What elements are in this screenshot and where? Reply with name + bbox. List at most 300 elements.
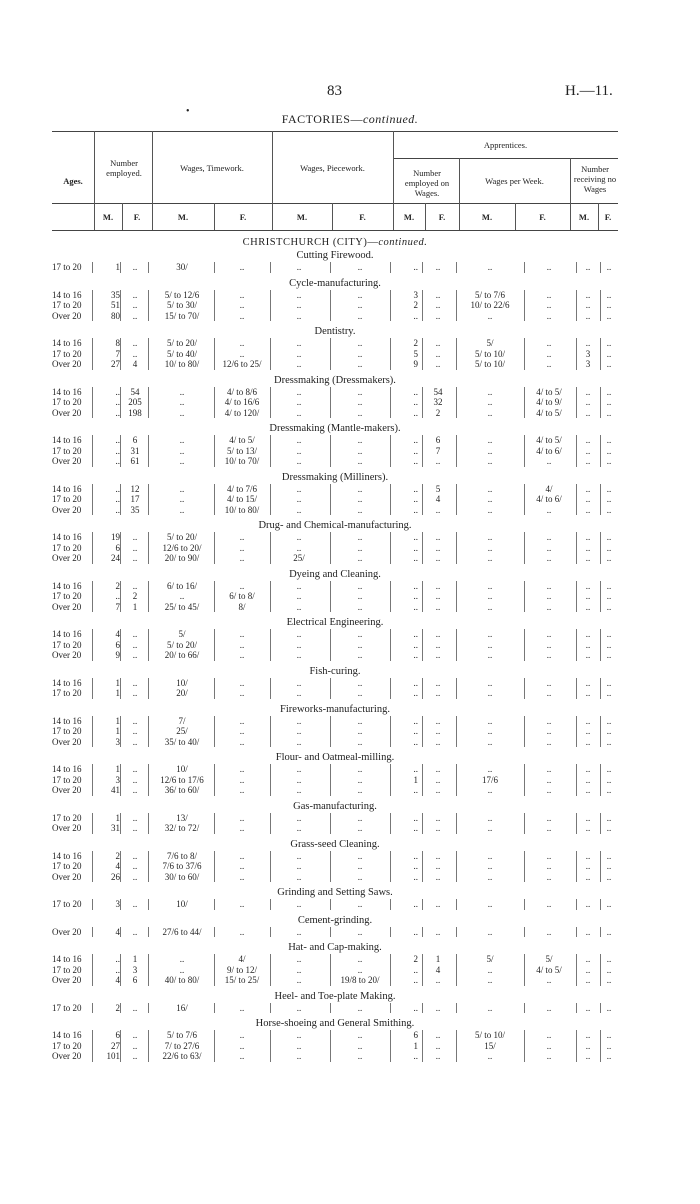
column-rule bbox=[120, 899, 121, 910]
column-rule bbox=[148, 785, 149, 796]
column-rule bbox=[390, 1041, 391, 1052]
table-row bbox=[52, 311, 618, 322]
table-cell: .. bbox=[413, 1051, 418, 1061]
table-cell: 4/ to 120/ bbox=[224, 407, 260, 418]
table-cell: .. bbox=[296, 1002, 302, 1013]
table-row bbox=[52, 456, 618, 467]
table-cell: .. bbox=[435, 348, 441, 359]
table-cell: .. bbox=[115, 386, 120, 397]
table-cell: .. bbox=[585, 542, 591, 553]
column-rule bbox=[456, 435, 457, 446]
header-f: F. bbox=[539, 212, 546, 222]
table-cell: .. bbox=[606, 1040, 612, 1051]
column-rule bbox=[456, 1003, 457, 1014]
column-rule bbox=[390, 764, 391, 775]
table-cell: .. bbox=[357, 1002, 363, 1013]
table-cell: 4 bbox=[435, 494, 441, 504]
table-cell: .. bbox=[239, 289, 245, 300]
column-rule bbox=[120, 408, 121, 419]
table-cell: 9 bbox=[115, 650, 120, 660]
header-f: F. bbox=[359, 212, 366, 222]
column-rule bbox=[390, 397, 391, 408]
age-cell: 17 to 20 bbox=[52, 542, 82, 553]
section-title: Dressmaking (Mantle-makers). bbox=[269, 423, 401, 434]
table-cell: .. bbox=[239, 348, 245, 359]
table-cell: .. bbox=[585, 764, 591, 774]
column-rule bbox=[456, 311, 457, 322]
header-wages-piecework: Wages, Piecework. bbox=[300, 163, 365, 173]
table-cell: 40/ to 80/ bbox=[164, 975, 200, 985]
table-cell: .. bbox=[115, 483, 120, 494]
table-cell: 10/ to 80/ bbox=[224, 504, 260, 515]
table-cell: 25/ bbox=[176, 726, 188, 736]
table-cell: 4/ to 6/ bbox=[536, 494, 562, 504]
table-row bbox=[52, 505, 618, 516]
table-cell: .. bbox=[296, 726, 302, 736]
table-cell: .. bbox=[487, 262, 493, 272]
column-rule bbox=[120, 311, 121, 322]
column-rule bbox=[576, 813, 577, 824]
column-rule bbox=[456, 262, 457, 273]
section-title: Grinding and Setting Saws. bbox=[277, 887, 393, 898]
table-cell: .. bbox=[585, 456, 591, 466]
table-cell: .. bbox=[115, 494, 120, 504]
table-row bbox=[52, 532, 618, 543]
column-rule bbox=[456, 861, 457, 872]
table-cell: 10/ to 70/ bbox=[224, 456, 260, 466]
column-rule bbox=[390, 688, 391, 699]
table-cell: .. bbox=[132, 1030, 138, 1040]
table-cell: 31 bbox=[111, 823, 120, 833]
table-cell: 9 bbox=[413, 359, 418, 369]
header-m: M. bbox=[578, 212, 590, 222]
table-cell: .. bbox=[435, 262, 441, 272]
column-rule bbox=[456, 954, 457, 965]
table-cell: .. bbox=[435, 774, 441, 785]
column-rule bbox=[330, 775, 331, 786]
column-rule bbox=[576, 581, 577, 592]
table-cell: .. bbox=[357, 580, 363, 591]
table-cell: 1 bbox=[115, 262, 120, 272]
table-cell: .. bbox=[357, 504, 363, 515]
table-cell: .. bbox=[239, 532, 245, 542]
table-row bbox=[52, 678, 618, 689]
column-rule bbox=[390, 775, 391, 786]
table-cell: .. bbox=[487, 580, 493, 591]
table-cell: .. bbox=[413, 650, 418, 660]
header-f: F. bbox=[438, 212, 446, 222]
table-cell: .. bbox=[546, 629, 552, 639]
column-rule bbox=[120, 553, 121, 564]
table-cell: .. bbox=[296, 1040, 302, 1051]
table-cell: .. bbox=[413, 823, 418, 833]
table-cell: .. bbox=[435, 1030, 441, 1040]
table-cell: .. bbox=[179, 407, 185, 418]
column-rule bbox=[576, 591, 577, 602]
table-cell: .. bbox=[606, 726, 612, 736]
table-cell: 6 bbox=[132, 435, 138, 445]
column-rule bbox=[330, 861, 331, 872]
column-rule bbox=[390, 408, 391, 419]
table-cell: .. bbox=[132, 1040, 138, 1051]
header-f: F. bbox=[604, 212, 612, 222]
table-cell: 1 bbox=[115, 688, 120, 698]
column-rule bbox=[390, 861, 391, 872]
age-cell: Over 20 bbox=[52, 407, 82, 418]
table-cell: .. bbox=[413, 736, 418, 747]
table-cell: 5 bbox=[435, 483, 441, 494]
table-cell: .. bbox=[435, 310, 441, 321]
table-cell: .. bbox=[132, 736, 138, 747]
table-cell: .. bbox=[585, 871, 591, 882]
table-cell: .. bbox=[606, 359, 612, 369]
table-cell: 3 bbox=[132, 964, 138, 975]
table-cell: .. bbox=[239, 926, 245, 937]
table-cell: .. bbox=[585, 445, 591, 456]
table-cell: .. bbox=[435, 580, 441, 591]
table-cell: .. bbox=[546, 601, 552, 612]
table-cell: 30/ to 60/ bbox=[164, 871, 200, 882]
age-cell: 17 to 20 bbox=[52, 899, 82, 909]
column-rule bbox=[120, 629, 121, 640]
table-cell: 4 bbox=[115, 926, 120, 937]
table-cell: 4/ bbox=[238, 954, 246, 964]
column-rule bbox=[456, 532, 457, 543]
column-rule bbox=[148, 505, 149, 516]
table-cell: .. bbox=[132, 823, 138, 833]
column-rule bbox=[456, 1041, 457, 1052]
header-m: M. bbox=[481, 212, 493, 222]
column-rule bbox=[390, 435, 391, 446]
table-cell: .. bbox=[585, 483, 591, 494]
age-cell: 14 to 16 bbox=[52, 764, 82, 774]
city-heading bbox=[52, 236, 618, 249]
table-cell: .. bbox=[239, 300, 245, 310]
table-cell: .. bbox=[546, 1030, 552, 1040]
column-rule bbox=[576, 505, 577, 516]
table-cell: .. bbox=[546, 823, 552, 833]
table-cell: .. bbox=[132, 650, 138, 660]
table-cell: .. bbox=[546, 650, 552, 660]
table-cell: .. bbox=[435, 1051, 441, 1061]
column-rule bbox=[576, 1041, 577, 1052]
table-cell: .. bbox=[435, 812, 441, 823]
column-rule bbox=[120, 387, 121, 398]
age-cell: 14 to 16 bbox=[52, 483, 82, 494]
column-rule bbox=[456, 494, 457, 505]
table-cell: .. bbox=[606, 532, 612, 542]
table-cell: .. bbox=[115, 591, 120, 601]
table-cell: .. bbox=[435, 715, 441, 726]
table-cell: .. bbox=[606, 504, 612, 515]
table-cell: 7 bbox=[115, 601, 120, 612]
column-rule bbox=[390, 813, 391, 824]
column-rule bbox=[148, 543, 149, 554]
table-cell: .. bbox=[546, 736, 552, 747]
age-cell: 14 to 16 bbox=[52, 386, 82, 397]
table-cell: .. bbox=[546, 542, 552, 553]
table-cell: .. bbox=[357, 445, 363, 456]
table-cell: 3 bbox=[115, 899, 120, 909]
column-rule bbox=[456, 872, 457, 883]
table-cell: .. bbox=[585, 861, 591, 871]
table-cell: 41 bbox=[111, 785, 120, 795]
table-cell: .. bbox=[296, 629, 302, 639]
table-cell: .. bbox=[179, 386, 185, 397]
table-cell: .. bbox=[585, 504, 591, 515]
table-cell: .. bbox=[435, 677, 441, 688]
section-title: Dyeing and Cleaning. bbox=[289, 568, 381, 580]
column-rule bbox=[456, 813, 457, 824]
table-cell: .. bbox=[606, 785, 612, 795]
column-rule bbox=[148, 591, 149, 602]
column-rule bbox=[148, 872, 149, 883]
table-cell: .. bbox=[357, 601, 363, 612]
column-rule bbox=[148, 726, 149, 737]
column-rule bbox=[330, 553, 331, 564]
table-cell: .. bbox=[585, 494, 591, 504]
table-cell: .. bbox=[585, 289, 591, 300]
table-cell: .. bbox=[357, 726, 363, 736]
age-cell: 17 to 20 bbox=[52, 964, 82, 975]
table-cell: 3 bbox=[585, 348, 591, 359]
table-cell: .. bbox=[413, 764, 418, 774]
column-rule bbox=[456, 1030, 457, 1041]
table-cell: .. bbox=[435, 542, 441, 553]
column-rule bbox=[390, 532, 391, 543]
column-rule bbox=[390, 484, 391, 495]
age-cell: 14 to 16 bbox=[52, 677, 82, 688]
table-row bbox=[52, 823, 618, 834]
age-cell: 14 to 16 bbox=[52, 532, 82, 542]
header-m: M. bbox=[102, 212, 114, 222]
table-cell: .. bbox=[435, 591, 441, 601]
table-cell: 4 bbox=[115, 861, 120, 871]
age-cell: 17 to 20 bbox=[52, 726, 82, 736]
page-title bbox=[0, 112, 700, 127]
table-cell: .. bbox=[606, 1030, 612, 1040]
table-cell: .. bbox=[585, 964, 591, 975]
table-cell: .. bbox=[435, 899, 441, 909]
column-rule bbox=[148, 899, 149, 910]
column-rule bbox=[390, 553, 391, 564]
table-cell: .. bbox=[546, 812, 552, 823]
column-rule bbox=[576, 435, 577, 446]
table-cell: .. bbox=[606, 289, 612, 300]
table-cell: .. bbox=[132, 926, 138, 937]
column-rule bbox=[576, 965, 577, 976]
table-cell: .. bbox=[413, 445, 418, 456]
age-cell: Over 20 bbox=[52, 736, 82, 747]
table-cell: .. bbox=[239, 899, 245, 909]
column-rule bbox=[456, 602, 457, 613]
table-cell: 4 bbox=[132, 359, 138, 369]
column-rule bbox=[390, 300, 391, 311]
table-cell: .. bbox=[435, 926, 441, 937]
column-rule bbox=[148, 975, 149, 986]
section-title: Dressmaking (Milliners). bbox=[281, 471, 389, 483]
column-rule bbox=[148, 629, 149, 640]
table-cell: .. bbox=[585, 338, 591, 348]
column-rule bbox=[576, 640, 577, 651]
column-rule bbox=[456, 456, 457, 467]
column-rule bbox=[120, 543, 121, 554]
table-cell: 7/ to 27/6 bbox=[164, 1040, 200, 1051]
column-rule bbox=[120, 823, 121, 834]
table-row bbox=[52, 262, 618, 273]
column-rule bbox=[390, 290, 391, 301]
table-cell: .. bbox=[606, 1051, 612, 1061]
table-cell: .. bbox=[179, 591, 185, 601]
table-row bbox=[52, 494, 618, 505]
table-cell: .. bbox=[132, 726, 138, 736]
table-cell: 6 bbox=[115, 639, 120, 650]
table-cell: 31 bbox=[130, 445, 140, 456]
table-cell: 2 bbox=[132, 591, 138, 601]
table-body bbox=[52, 236, 618, 1066]
header-receiving-no-wages: Number receiving no Wages bbox=[573, 164, 617, 194]
table-cell: .. bbox=[546, 871, 552, 882]
table-row bbox=[52, 861, 618, 872]
table-cell: .. bbox=[357, 359, 363, 369]
column-rule bbox=[148, 532, 149, 543]
table-cell: .. bbox=[546, 262, 552, 272]
column-rule bbox=[330, 591, 331, 602]
table-cell: 4 bbox=[115, 629, 120, 639]
column-rule bbox=[148, 927, 149, 938]
table-cell: 4/ to 7/6 bbox=[226, 483, 257, 494]
column-rule bbox=[576, 532, 577, 543]
table-cell: .. bbox=[606, 926, 612, 937]
table-row bbox=[52, 408, 618, 419]
table-row bbox=[52, 899, 618, 910]
table-cell: .. bbox=[546, 785, 552, 795]
column-rule bbox=[456, 484, 457, 495]
table-cell: 7/ bbox=[178, 715, 186, 726]
table-cell: .. bbox=[357, 338, 363, 348]
column-rule bbox=[120, 397, 121, 408]
table-cell: 2 bbox=[115, 1002, 120, 1013]
title-main: FACTORIES— bbox=[281, 112, 363, 126]
table-cell: .. bbox=[413, 975, 418, 985]
table-cell: 5/ to 20/ bbox=[166, 639, 197, 650]
table-cell: .. bbox=[585, 812, 591, 823]
table-cell: .. bbox=[585, 736, 591, 747]
table-cell: .. bbox=[413, 591, 418, 601]
table-cell: .. bbox=[413, 1002, 418, 1013]
column-rule bbox=[330, 494, 331, 505]
table-cell: .. bbox=[606, 850, 612, 861]
column-rule bbox=[456, 650, 457, 661]
age-cell: 14 to 16 bbox=[52, 289, 82, 300]
table-cell: 4/ to 8/6 bbox=[226, 386, 257, 397]
table-cell: 5/ to 10/ bbox=[474, 1030, 505, 1040]
column-rule bbox=[576, 688, 577, 699]
table-cell: .. bbox=[606, 591, 612, 601]
column-rule bbox=[148, 602, 149, 613]
column-rule bbox=[148, 484, 149, 495]
table-cell: 19 bbox=[111, 532, 120, 542]
table-cell: .. bbox=[357, 861, 363, 871]
table-cell: .. bbox=[239, 580, 245, 591]
table-cell: .. bbox=[435, 861, 441, 871]
table-cell: .. bbox=[606, 445, 612, 456]
section-title: Electrical Engineering. bbox=[286, 617, 384, 628]
column-rule bbox=[456, 726, 457, 737]
table-cell: .. bbox=[296, 407, 302, 418]
column-rule bbox=[120, 861, 121, 872]
age-cell: 17 to 20 bbox=[52, 300, 82, 310]
table-cell: 36/ to 60/ bbox=[164, 785, 200, 795]
column-rule bbox=[576, 1003, 577, 1014]
column-rule bbox=[390, 494, 391, 505]
table-cell: .. bbox=[296, 542, 302, 553]
column-rule bbox=[456, 688, 457, 699]
table-cell: 5 bbox=[413, 348, 418, 359]
table-cell: .. bbox=[435, 871, 441, 882]
table-cell: .. bbox=[487, 823, 493, 833]
table-cell: .. bbox=[585, 435, 591, 445]
table-cell: .. bbox=[413, 483, 418, 494]
column-rule bbox=[456, 785, 457, 796]
column-rule bbox=[330, 602, 331, 613]
table-cell: 27 bbox=[111, 359, 120, 369]
column-rule bbox=[390, 678, 391, 689]
column-rule bbox=[456, 397, 457, 408]
column-rule bbox=[576, 338, 577, 349]
table-cell: 5/ bbox=[545, 954, 553, 964]
table-cell: 19/8 to 20/ bbox=[340, 975, 380, 985]
table-row bbox=[52, 300, 618, 311]
table-cell: .. bbox=[487, 504, 493, 515]
table-cell: .. bbox=[413, 435, 418, 445]
age-cell: Over 20 bbox=[52, 504, 82, 515]
table-cell: 5/ to 12/6 bbox=[164, 289, 200, 300]
table-row bbox=[52, 435, 618, 446]
table-cell: .. bbox=[296, 850, 302, 861]
column-rule bbox=[390, 581, 391, 592]
table-cell: .. bbox=[606, 397, 612, 407]
table-cell: 3 bbox=[115, 774, 120, 785]
column-rule bbox=[576, 629, 577, 640]
table-row bbox=[52, 602, 618, 613]
table-cell: .. bbox=[585, 1030, 591, 1040]
column-rule bbox=[330, 650, 331, 661]
table-cell: .. bbox=[546, 504, 552, 515]
table-cell: .. bbox=[296, 1051, 302, 1061]
column-rule bbox=[456, 927, 457, 938]
column-rule bbox=[120, 581, 121, 592]
age-cell: 17 to 20 bbox=[52, 445, 82, 456]
column-rule bbox=[330, 1003, 331, 1014]
table-cell: 2 bbox=[115, 580, 120, 591]
table-cell: .. bbox=[296, 532, 302, 542]
column-rule bbox=[148, 716, 149, 727]
column-rule bbox=[576, 387, 577, 398]
table-cell: .. bbox=[546, 774, 552, 785]
table-cell: 1 bbox=[132, 601, 138, 612]
column-rule bbox=[456, 300, 457, 311]
column-rule bbox=[390, 851, 391, 862]
table-cell: .. bbox=[115, 435, 120, 445]
age-cell: 14 to 16 bbox=[52, 629, 82, 639]
age-cell: Over 20 bbox=[52, 553, 82, 563]
table-cell: .. bbox=[132, 1051, 138, 1061]
table-cell: .. bbox=[546, 850, 552, 861]
table-row bbox=[52, 927, 618, 938]
table-cell: .. bbox=[357, 591, 363, 601]
table-cell: 20/ bbox=[176, 688, 188, 698]
